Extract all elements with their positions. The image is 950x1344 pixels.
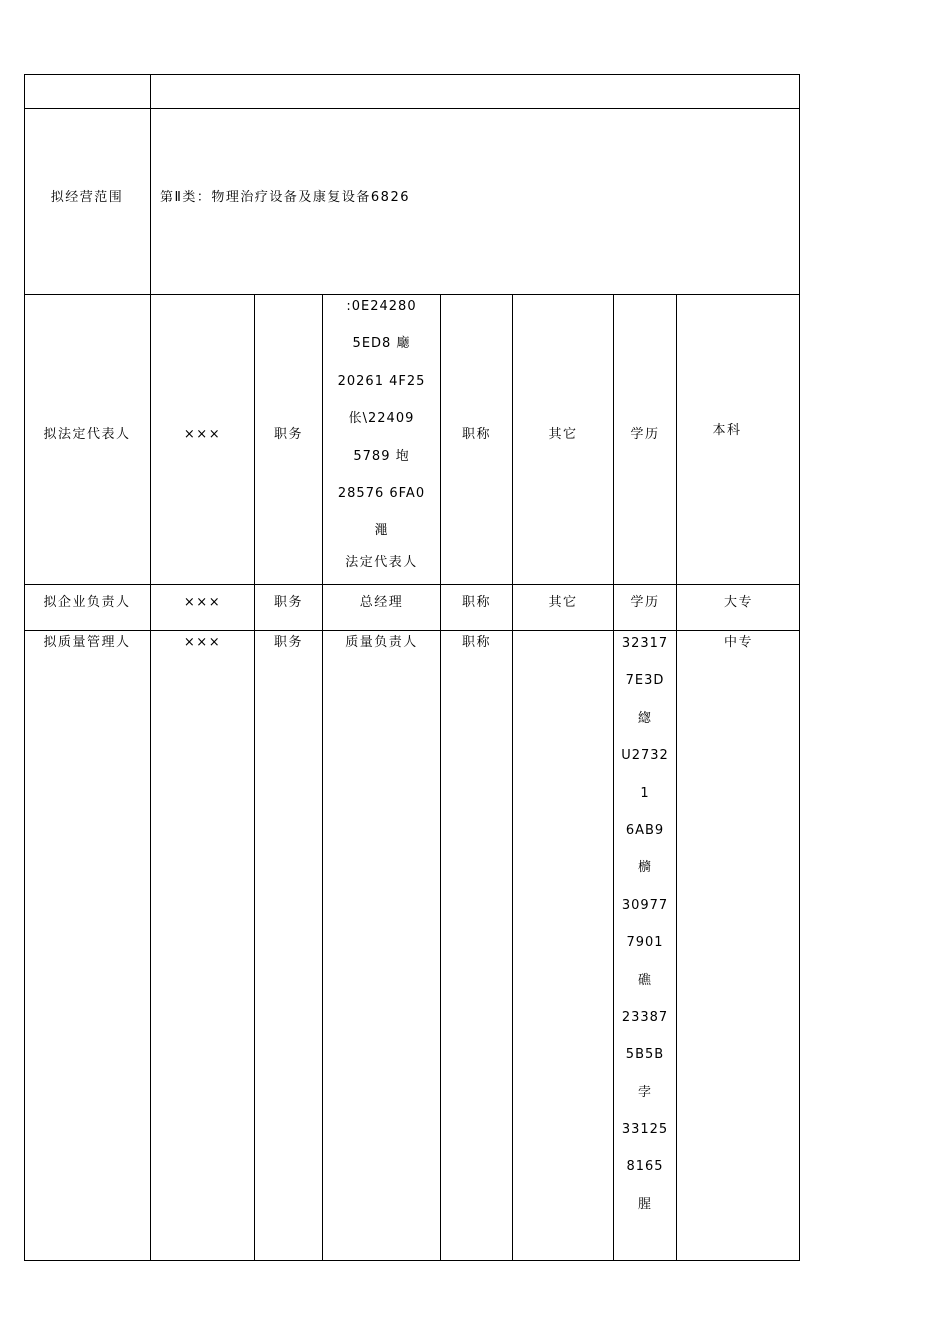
registration-table [24, 74, 800, 1261]
quality-edu-line: 7E3D [625, 673, 665, 689]
quality-edu-line: U2732 [621, 748, 669, 764]
manager-edu-label: 学历 [630, 595, 660, 610]
legal-rep-other: 其它 [548, 427, 578, 442]
legal-rep-position-line: 澠 [374, 523, 389, 539]
legal-rep-position-value [323, 288, 440, 550]
quality-edu-line: 礁 [637, 972, 652, 988]
quality-edu-line: 1 [640, 785, 650, 801]
quality-edu-line: 腥 [637, 1196, 652, 1212]
quality-position-label: 职务 [273, 635, 303, 650]
manager-position-value: 总经理 [359, 595, 404, 610]
quality-position-value: 质量负责人 [345, 635, 418, 650]
quality-title-label: 职称 [461, 635, 491, 650]
table-border-left [24, 74, 25, 1261]
quality-edu-column [614, 625, 676, 1223]
legal-rep-position-line: 5ED8 廰 [352, 336, 411, 352]
row-divider [24, 108, 800, 109]
scope-value: 第Ⅱ类：物理治疗设备及康复设备6826 [160, 190, 410, 205]
scope-label: 拟经营范围 [50, 190, 124, 205]
col-divider [150, 74, 151, 1261]
legal-rep-position-line: 28576 6FA0 [337, 485, 426, 501]
quality-edu-line: 7901 [626, 935, 664, 951]
legal-rep-position-label: 职务 [273, 427, 303, 442]
row-divider [24, 584, 800, 585]
quality-edu-value: 中专 [723, 635, 753, 650]
manager-edu-value: 大专 [723, 595, 753, 610]
quality-edu-line: 6AB9 [625, 822, 665, 838]
legal-rep-label: 拟法定代表人 [43, 427, 131, 442]
legal-rep-position-line: :0E24280 [346, 299, 417, 314]
manager-position-label: 职务 [273, 595, 303, 610]
quality-edu-line: 5B5B [625, 1047, 665, 1063]
quality-edu-line: 32317 [621, 636, 669, 651]
manager-title-label: 职称 [461, 595, 491, 610]
manager-other: 其它 [548, 595, 578, 610]
quality-edu-line: 檹 [637, 860, 652, 876]
legal-rep-position-line: 5789 垉 [353, 448, 410, 464]
manager-label: 拟企业负责人 [43, 595, 131, 610]
legal-rep-name: ××× [183, 427, 222, 442]
quality-name: ××× [183, 635, 222, 650]
quality-edu-line: 33125 [621, 1122, 669, 1138]
quality-edu-line: 孛 [637, 1084, 652, 1100]
table-border-bottom [24, 1260, 800, 1261]
row-divider [24, 630, 800, 631]
legal-rep-position-line: 20261 4F25 [337, 373, 426, 389]
legal-rep-title-label: 职称 [461, 427, 491, 442]
legal-rep-position-role: 法定代表人 [345, 555, 418, 570]
quality-edu-line: 8165 [626, 1159, 664, 1175]
manager-name: ××× [183, 595, 222, 610]
legal-rep-edu-label: 学历 [630, 427, 660, 442]
quality-edu-line: 30977 [621, 897, 669, 913]
quality-label: 拟质量管理人 [43, 635, 131, 650]
table-border-right [799, 74, 800, 1261]
legal-rep-edu-value: 本科 [712, 423, 742, 438]
quality-edu-line: 23387 [621, 1009, 669, 1025]
quality-edu-line: 緫 [637, 710, 652, 726]
legal-rep-position-line: 伥\22409 [348, 411, 415, 427]
table-border-top [24, 74, 800, 75]
